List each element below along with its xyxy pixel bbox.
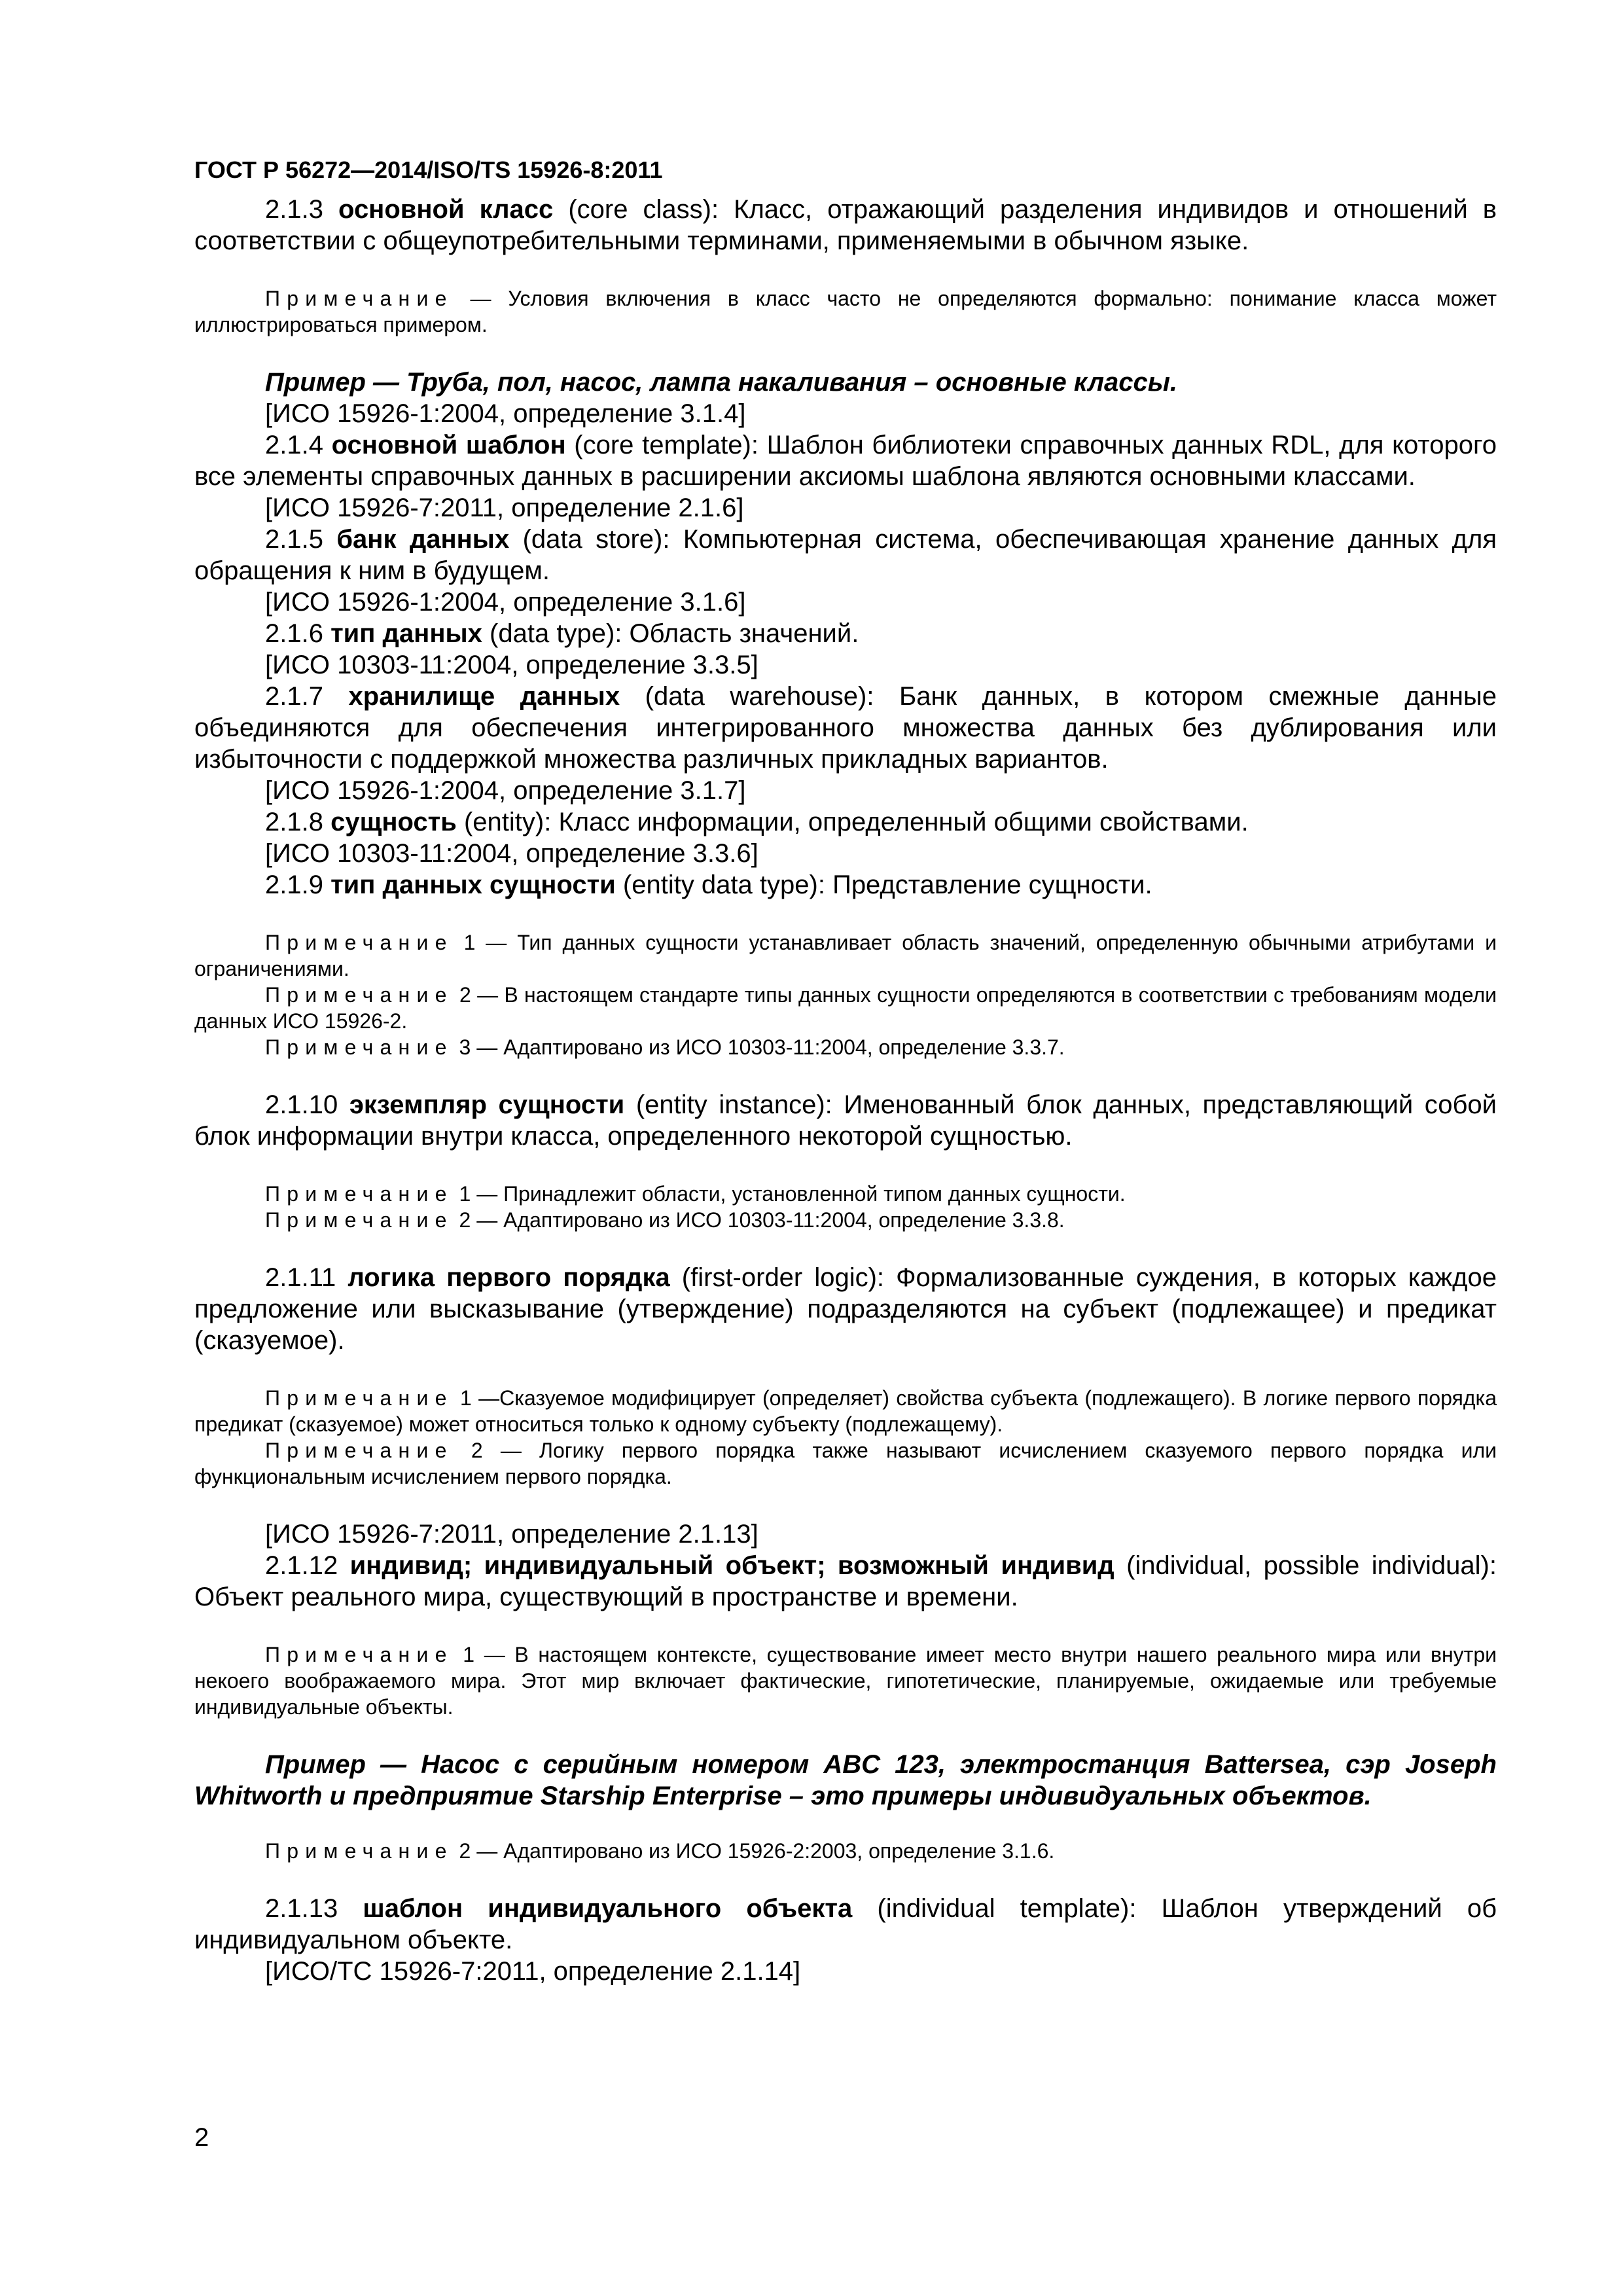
term-number: 2.1.7: [265, 682, 323, 711]
term-number: 2.1.6: [265, 619, 323, 648]
note-label: Примечание: [265, 1643, 454, 1666]
term-entry-2-1-6: [194, 618, 1497, 649]
term-name: тип данных: [330, 619, 482, 648]
term-name: основной шаблон: [331, 431, 566, 459]
source-reference: [ИСО/ТС 15926-7:2011, определение 2.1.14]: [265, 1957, 801, 1986]
term-name: индивид; индивидуальный объект; возможный индивид: [349, 1551, 1115, 1580]
note: [194, 1437, 1497, 1490]
term-number: 2.1.4: [265, 431, 323, 459]
term-entry-2-1-9: [194, 869, 1497, 901]
term-name: тип данных сущности: [330, 870, 616, 899]
term-number: 2.1.12: [265, 1551, 338, 1580]
example-text: — Насос с серийным номером ABC 123, электростанция Battersea, сэр Joseph Whitworth и предприятие Starship Enterprise – это примеры индивидуальных объектов.: [194, 1750, 1497, 1810]
term-english: (entity instance):: [635, 1090, 832, 1119]
term-number: 2.1.8: [265, 808, 323, 836]
term-number: 2.1.9: [265, 870, 323, 899]
note-text: — В настоящем стандарте типы данных сущности определяются в соответствии с требованиям модели данных ИСО 15926-2.: [194, 983, 1497, 1033]
term-name: банк данных: [336, 525, 510, 554]
source-reference: [ИСО 10303-11:2004, определение 3.3.5]: [265, 651, 758, 679]
term-definition: Шаблон библиотеки справочных данных RDL, для которого все элементы справочных данных в расширении аксиомы шаблона являются основными классами.: [194, 431, 1497, 491]
note-number: 1: [459, 1182, 471, 1206]
example-text: — Труба, пол, насос, лампа накаливания – основные классы.: [373, 368, 1177, 397]
note: [194, 982, 1497, 1034]
note-label: Примечание: [265, 1439, 454, 1462]
note: [194, 1207, 1497, 1233]
note-text: — Адаптировано из ИСО 10303-11:2004, определение 3.3.7.: [476, 1035, 1065, 1059]
term-definition: Банк данных, в котором смежные данные объединяются для обеспечения интегрированного множества данных без дублирования или избыточности с поддержкой множества различных прикладных вариантов.: [194, 682, 1497, 774]
note-label: Примечание: [265, 983, 454, 1007]
term-entry-2-1-10: [194, 1089, 1497, 1152]
note-number: 1: [463, 931, 476, 954]
term-definition: Формализованные суждения, в которых каждое предложение или высказывание (утверждение) подразделяются на субъект (подлежащее) и предикат (сказуемое).: [194, 1263, 1497, 1355]
term-definition: Класс информации, определенный общими свойствами.: [558, 808, 1249, 836]
term-definition: Именованный блок данных, представляющий собой блок информации внутри класса, определенного некоторой сущностью.: [194, 1090, 1497, 1151]
term-entry-2-1-12: [194, 1550, 1497, 1613]
example-label: Пример: [265, 368, 366, 397]
term-english: (first-order logic):: [681, 1263, 885, 1292]
document-header: ГОСТ Р 56272—2014/ISO/TS 15926-8:2011: [194, 156, 663, 183]
term-entry-2-1-13: [194, 1893, 1497, 1956]
example: [194, 367, 1497, 398]
term-definition: Представление сущности.: [832, 870, 1152, 899]
note-label: Примечание: [265, 287, 454, 310]
term-definition: Компьютерная система, обеспечивающая хранение данных для обращения к ним в будущем.: [194, 525, 1497, 585]
term-english: (data warehouse):: [645, 682, 874, 711]
term-name: сущность: [330, 808, 457, 836]
term-english: (individual, possible individual):: [1126, 1551, 1497, 1580]
document-body: [194, 194, 1497, 1987]
source-reference: [ИСО 15926-7:2011, определение 2.1.13]: [265, 1520, 758, 1549]
term-entry-2-1-5: [194, 524, 1497, 586]
note-text: — Условия включения в класс часто не определяются формально: понимание класса может иллюстрироваться примером.: [194, 287, 1497, 336]
term-english: (data type):: [490, 619, 622, 648]
page-number: 2: [194, 2123, 209, 2152]
term-number: 2.1.13: [265, 1894, 338, 1923]
term-number: 2.1.5: [265, 525, 323, 554]
example-label: Пример: [265, 1750, 366, 1779]
source-reference: [ИСО 10303-11:2004, определение 3.3.6]: [265, 839, 758, 868]
note-text: — Логику первого порядка также называют исчислением сказуемого первого порядка или функциональным исчислением первого порядка.: [194, 1439, 1497, 1488]
note-text: — Тип данных сущности устанавливает область значений, определенную обычными атрибутами и ограничениями.: [194, 931, 1497, 980]
term-english: (data store):: [522, 525, 670, 554]
note-number: 1: [459, 1386, 472, 1410]
note-label: Примечание: [265, 1182, 454, 1206]
term-name: хранилище данных: [348, 682, 620, 711]
note: [194, 1034, 1497, 1060]
term-english: (core class):: [568, 195, 719, 224]
note-label: Примечание: [265, 1839, 454, 1863]
note: [194, 285, 1497, 338]
source-reference: [ИСО 15926-1:2004, определение 3.1.6]: [265, 588, 746, 617]
note-number: 2: [459, 1839, 471, 1863]
note-number: 2: [459, 983, 471, 1007]
source-reference: [ИСО 15926-1:2004, определение 3.1.7]: [265, 776, 746, 805]
term-english: (core template):: [574, 431, 758, 459]
note: [194, 1838, 1497, 1864]
term-entry-2-1-3: [194, 194, 1497, 257]
term-entry-2-1-7: [194, 681, 1497, 775]
term-name: логика первого порядка: [348, 1263, 670, 1292]
note-number: 1: [463, 1643, 475, 1666]
note-label: Примечание: [265, 1386, 454, 1410]
note: [194, 1181, 1497, 1207]
note-label: Примечание: [265, 931, 454, 954]
note-number: 3: [459, 1035, 471, 1059]
term-entry-2-1-11: [194, 1262, 1497, 1356]
note-text: — В настоящем контексте, существование имеет место внутри нашего реального мира или внутри некоего воображаемого мира. Этот мир включает фактические, гипотетические, планируемые, ожидаемые или требуемые индивидуальные объекты.: [194, 1643, 1497, 1719]
note: [194, 929, 1497, 982]
note-text: —Сказуемое модифицирует (определяет) свойства субъекта (подлежащего). В логике первого порядка предикат (сказуемое) может относиться только к одному субъекту (подлежащему).: [194, 1386, 1497, 1436]
term-definition: Шаблон утверждений об индивидуальном объекте.: [194, 1894, 1497, 1954]
term-number: 2.1.11: [265, 1263, 336, 1292]
note-number: 2: [471, 1439, 483, 1462]
term-number: 2.1.3: [265, 195, 323, 224]
term-entry-2-1-8: [194, 806, 1497, 838]
term-entry-2-1-4: [194, 429, 1497, 492]
term-name: экземпляр сущности: [349, 1090, 625, 1119]
term-definition: Область значений.: [629, 619, 859, 648]
source-reference: [ИСО 15926-1:2004, определение 3.1.4]: [265, 399, 746, 428]
term-name: основной класс: [338, 195, 554, 224]
term-name: шаблон индивидуального объекта: [363, 1894, 853, 1923]
term-definition: Объект реального мира, существующий в пространстве и времени.: [194, 1583, 1018, 1611]
note-text: — Адаптировано из ИСО 15926-2:2003, определение 3.1.6.: [476, 1839, 1055, 1863]
term-english: (entity data type):: [622, 870, 825, 899]
source-reference: [ИСО 15926-7:2011, определение 2.1.6]: [265, 493, 744, 522]
term-number: 2.1.10: [265, 1090, 338, 1119]
term-english: (entity):: [463, 808, 552, 836]
note-text: — Адаптировано из ИСО 10303-11:2004, определение 3.3.8.: [476, 1208, 1065, 1232]
note-text: — Принадлежит области, установленной типом данных сущности.: [476, 1182, 1126, 1206]
note-label: Примечание: [265, 1208, 454, 1232]
example: [194, 1749, 1497, 1812]
note-label: Примечание: [265, 1035, 454, 1059]
term-english: (individual template):: [877, 1894, 1137, 1923]
note: [194, 1385, 1497, 1437]
term-definition: Класс, отражающий разделения индивидов и отношений в соответствии с общеупотребительными терминами, применяемыми в обычном языке.: [194, 195, 1497, 255]
note-number: 2: [459, 1208, 471, 1232]
note: [194, 1641, 1497, 1720]
